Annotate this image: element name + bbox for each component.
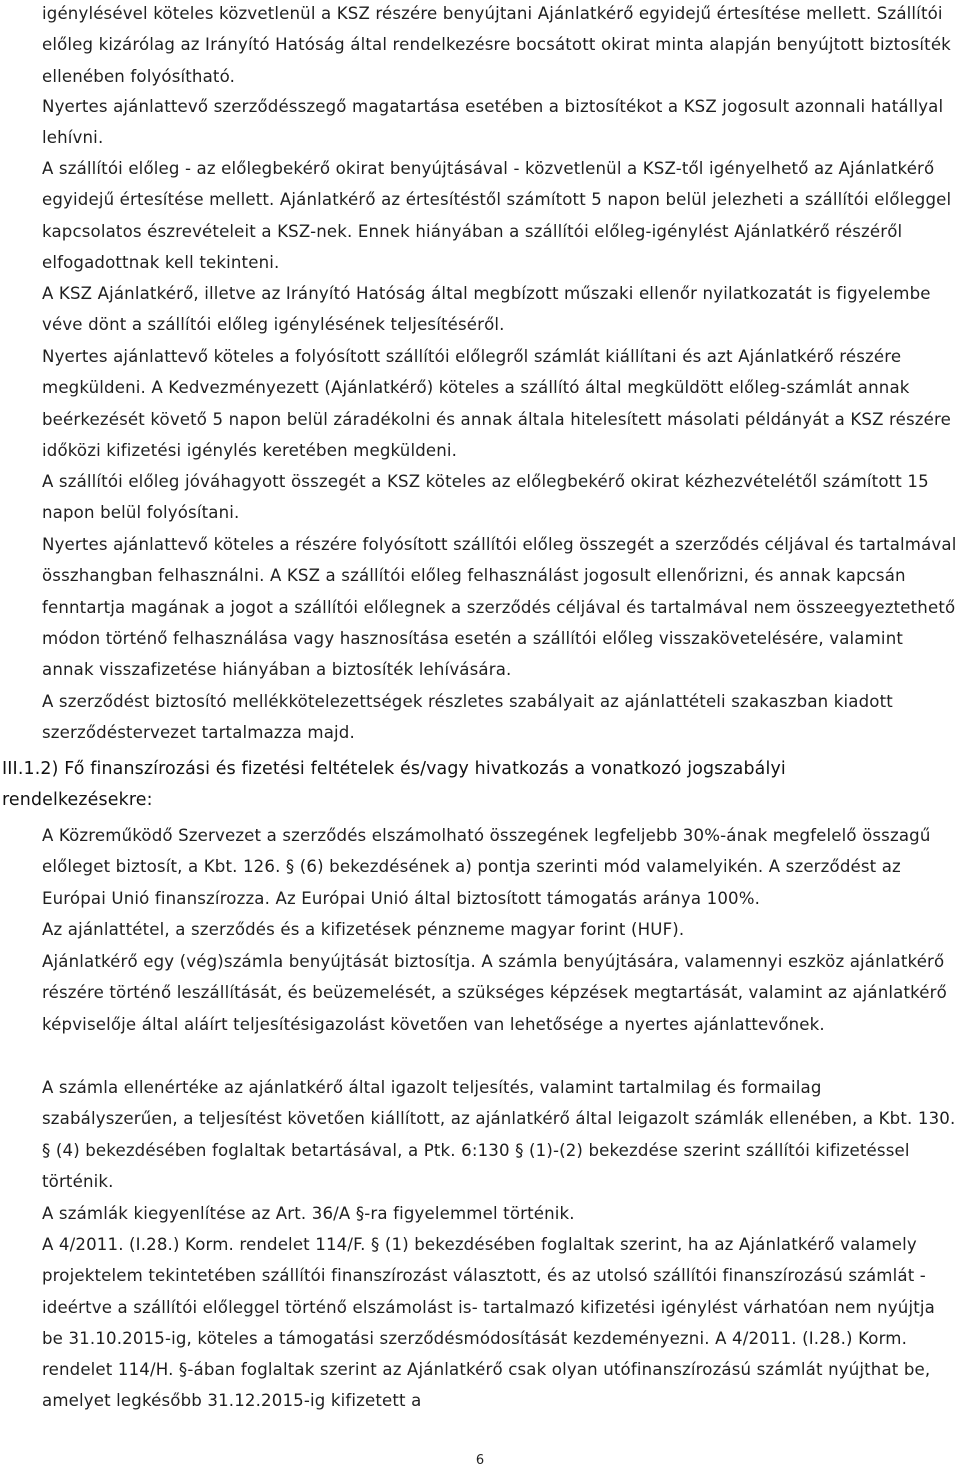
paragraph-final-invoice: Ajánlatkérő egy (vég)számla benyújtását biztosítja. A számla benyújtására, valamennyi eszköz ajánlatkérő részére történő leszállítását, és beüzemelését, a szükséges képzések megtartását, valamint az ajánlatkérő képviselője által aláírt teljesítésigazolást követően van lehetősége a nyertes ajánlattevőnek. (42, 952, 947, 1034)
paragraph-currency: Az ajánlattétel, a szerződés és a kifizetések pénzneme magyar forint (HUF). (42, 920, 685, 939)
paragraph-disbursement: A szállítói előleg jóváhagyott összegét a KSZ köteles az előlegbekérő okirat kézhezvételétől számított 15 napon belül folyósítani. (42, 472, 929, 523)
paragraph-invoice-issue: Nyertes ajánlattevő köteles a folyósított szállítói előlegről számlát kiállítani és azt Ajánlatkérő részére megküldeni. A Kedvezményezett (Ajánlatkérő) köteles a szállító által megküldött előleg-számlát annak beérkezését követő 5 napon belül záradékolni és annak általa hitelesített másolati példányát a KSZ részére időközi kifizetési igénylés keretében megküldeni. (42, 347, 951, 460)
paragraph-regulation: A 4/2011. (I.28.) Korm. rendelet 114/F. § (1) bekezdésében foglaltak szerint, ha az Ajánlatkérő valamely projektelem tekintetében szállítói finanszírozást választott, és az utolsó szállítói finanszírozású számlát - ideértve a szállítói előleggel történő elszámolást is- tartalmazó kifizetési igénylést várhatóan nem nyújtja be 31.10.2015-ig, köteles a támogatási szerződésmódosítását kezdeményezni. A 4/2011. (I.28.) Korm. rendelet 114/H. §-ában foglaltak szerint az Ajánlatkérő csak olyan utófinanszírozású számlát nyújthat be, amelyet legkésőbb 31.12.2015-ig kifizetett a (42, 1235, 935, 1411)
paragraph-guarantee-call: Nyertes ajánlattevő szerződésszegő magatartása esetében a biztosítékot a KSZ jogosult azonnali hatállyal lehívni. (42, 97, 944, 148)
section-heading-financing: III.1.2) Fő finanszírozási és fizetési feltételek és/vagy hivatkozás a vonatkozó jogszabályi rendelkezésekre: (2, 759, 786, 810)
paragraph-contract-draft: A szerződést biztosító mellékkötelezettségek részletes szabályait az ajánlattételi szakaszban kiadott szerződéstervezet tartalmazza majd. (42, 692, 893, 743)
page-number: 6 (475, 1453, 485, 1468)
paragraph-advance-request: igénylésével köteles közvetlenül a KSZ részére benyújtani Ajánlatkérő egyidejű értesítése mellett. Szállítói előleg kizárólag az Irányító Hatóság által rendelkezésre bocsátott okirat minta alapján benyújtott biztosíték ellenében folyósítható. (42, 4, 951, 86)
paragraph-advance-usage: Nyertes ajánlattevő köteles a részére folyósított szállítói előleg összegét a szerződés céljával és tartalmával összhangban felhasználni. A KSZ a szállítói előleg felhasználást jogosult ellenőrizni, és annak kapcsán fenntartja magának a jogot a szállítói előlegnek a szerződés céljával és tartalmával nem összeegyeztethető módon történő felhasználása vagy hasznosítása esetén a szállítói előleg visszakövetelésére, valamint annak visszafizetése hiányában a biztosíték lehívására. (42, 535, 957, 680)
paragraph-invoice-value: A számla ellenértéke az ajánlatkérő által igazolt teljesítés, valamint tartalmilag és formailag szabályszerűen, a teljesítést követően kiállított, az ajánlatkérő által leigazolt számlák ellenében, a Kbt. 130. § (4) bekezdésében foglaltak betartásával, a Ptk. 6:130 § (1)-(2) bekezdése szerint szállítói kifizetéssel történik. (42, 1078, 956, 1191)
paragraph-ksz-decision: A KSZ Ajánlatkérő, illetve az Irányító Hatóság által megbízott műszaki ellenőr nyilatkozatát is figyelembe véve dönt a szállítói előleg igénylésének teljesítéséről. (42, 284, 931, 335)
paragraph-settlement: A számlák kiegyenlítése az Art. 36/A §-ra figyelemmel történik. (42, 1204, 575, 1223)
paragraph-advance-claim: A szállítói előleg - az előlegbekérő okirat benyújtásával - közvetlenül a KSZ-től igényelhető az Ajánlatkérő egyidejű értesítése mellett. Ajánlatkérő az értesítéstől számított 5 napon belül jelezheti a szállítói előleggel kapcsolatos észrevételeit a KSZ-nek. Ennek hiányában a szállítói előleg-igénylést Ajánlatkérő részéről elfogadottnak kell tekinteni. (42, 159, 952, 272)
paragraph-advance-30-percent: A Közreműködő Szervezet a szerződés elszámolható összegének legfeljebb 30%-ának megfelelő összagű előleget biztosít, a Kbt. 126. § (6) bekezdésének a) pontja szerinti mód valamelyikén. A szerződést az Európai Unió finanszírozza. Az Európai Unió által biztosított támogatás aránya 100%. (42, 826, 931, 908)
